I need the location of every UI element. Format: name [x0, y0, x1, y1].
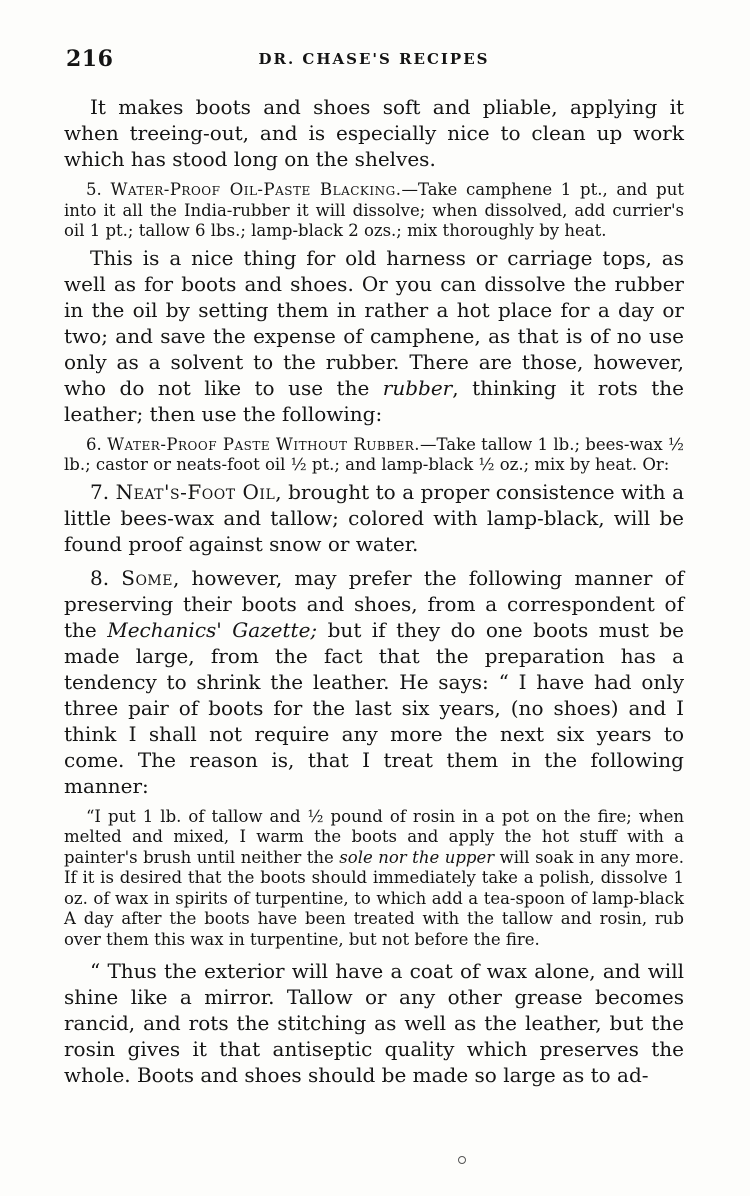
- recipe-6-paste-without-rubber: [64, 435, 684, 476]
- recipe-text: Take tallow 1 lb.; bees-wax ½ lb.; castor or neats-foot oil ½ pt.; and lamp-black ½ oz.; mix by heat. Or:: [64, 434, 684, 474]
- running-title: DR. CHASE'S RECIPES: [258, 50, 490, 68]
- page-number: 216: [66, 46, 114, 72]
- recipe-text: Take camphene 1 pt., and put into it all the India-rubber it will dissolve; when dissolved, add currier's oil 1 pt.; tallow 6 lbs.; lamp-black 2 ozs.; mix thoroughly by heat.: [64, 180, 685, 240]
- recipe-title: Neat's-Foot Oil: [115, 479, 276, 504]
- recipe-number: 6.: [86, 434, 102, 454]
- recipe-7-neats-foot-oil: [64, 479, 684, 557]
- paragraph-text-after: but if they do one boots must be made large, from the fact that the preparation has a tendency to shrink the leather. He says: “ I have had only three pair of boots for the last six years, (no shoes) and I think I shall not require any more the next six years to come. The reason is, that I treat them in the following manner:: [64, 617, 684, 798]
- paragraph-text-before: “I put 1 lb. of tallow and ½ pound of rosin in a pot on the fire; when melted and mixed, I warm the boots and apply the hot stuff with a painter's brush until neither the: [64, 806, 684, 867]
- recipe-text: , brought to a proper consistence with a little bees-wax and tallow; colored with lamp-black, will be found proof against snow or water.: [64, 479, 685, 556]
- periodical-title: Mechanics' Gazette;: [107, 617, 318, 642]
- paragraph-italic-rubber: rubber: [382, 375, 453, 400]
- recipe-number: 8.: [90, 565, 110, 590]
- page-speck-mark: [458, 1156, 466, 1164]
- paragraph-boots-soft: [64, 94, 684, 172]
- recipe-dash: —: [401, 180, 418, 199]
- paragraph-text-after: will soak in any more. If it is desired that the boots should immediately take a polish, dissolve 1 oz. of wax in spirits of turpentine, to which add a tea-spoon of lamp-black A day after the boots have been treated with the tallow and rosin, rub over them this wax in turpentine, but not before the fire.: [64, 847, 684, 949]
- recipe-title: Water-Proof Paste Without Rubber.: [107, 434, 421, 454]
- page-body: [64, 94, 684, 1088]
- paragraph-text-before: , however, may prefer the following manner of preserving their boots and shoes, from a correspondent of the: [64, 565, 685, 642]
- paragraph-wax-coat: [64, 958, 684, 1088]
- recipe-title: Some: [121, 565, 173, 590]
- paragraph-italic-sole: sole nor the upper: [339, 847, 495, 867]
- paragraph-harness-note: [64, 245, 684, 427]
- page-header: [66, 46, 682, 78]
- recipe-number: 7.: [90, 479, 110, 504]
- paragraph-text: “ Thus the exterior will have a coat of wax alone, and will shine like a mirror. Tallow or any other grease becomes rancid, and rots the stitching as well as the leather, but the rosin gives it that antiseptic quality which preserves the whole. Boots and shoes should be made so large as to ad-: [64, 959, 684, 1087]
- recipe-dash: —: [420, 434, 437, 454]
- quoted-method: [64, 807, 684, 951]
- paragraph-text: It makes boots and shoes soft and pliable, applying it when treeing-out, and is especially nice to clean up work which has stood long on the shelves.: [64, 95, 684, 171]
- paragraph-text-before: This is a nice thing for old harness or carriage tops, as well as for boots and shoes. Or you can dissolve the rubber in the oil by setting them in rather a hot place for a day or two; and save the expense of camphene, as that is of no use only as a solvent to the rubber. There are those, however, who do not like to use the: [64, 245, 684, 400]
- recipe-5-oil-paste-blacking: [64, 180, 684, 242]
- paragraph-text-after: , thinking it rots the leather; then use the following:: [64, 375, 685, 426]
- recipe-8-boot-preserving: [64, 565, 684, 799]
- recipe-number: 5.: [86, 180, 102, 199]
- recipe-title: Water-Proof Oil-Paste Blacking.: [110, 180, 402, 199]
